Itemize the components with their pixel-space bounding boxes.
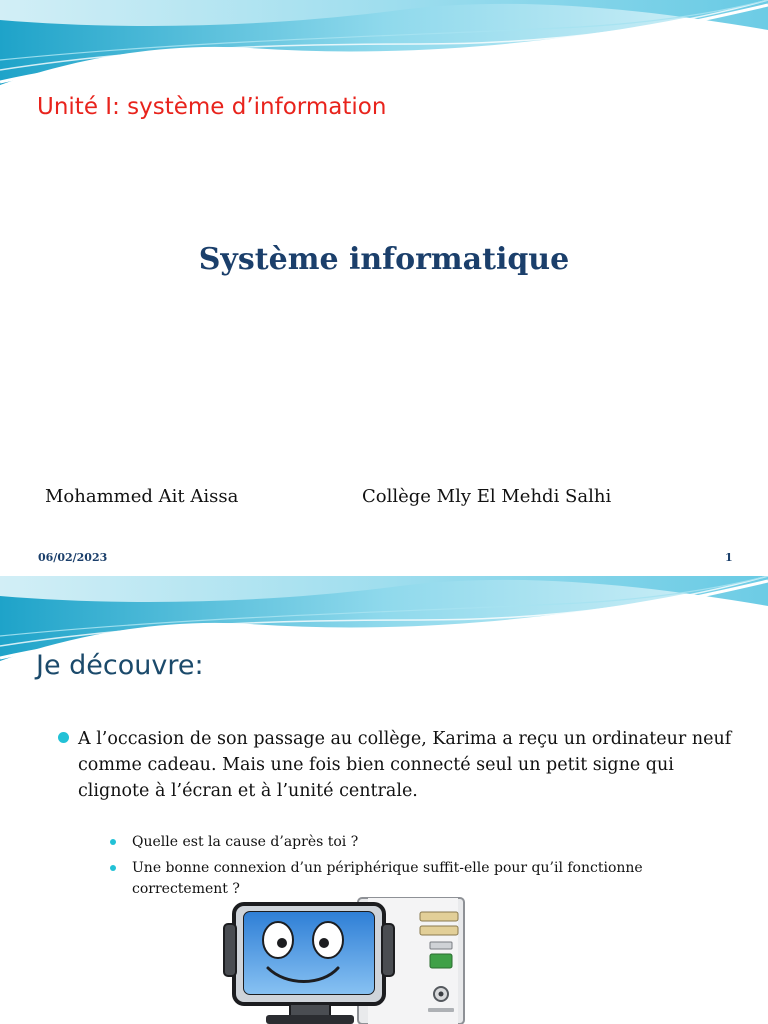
bullet-text: A l’occasion de son passage au collège, Karima a reçu un ordinateur neuf comme cadeau. Mais une fois bien connecté seul un petit signe qui clignote à l’écran et à l’unité centrale. (78, 729, 732, 801)
question-item (116, 832, 716, 853)
section-title: Je découvre: (36, 650, 204, 681)
slide-date: 06/02/2023 (38, 551, 108, 564)
slide-main-title: Système informatique (198, 242, 570, 277)
author-name: Mohammed Ait Aissa (45, 486, 239, 507)
bullet-dot-icon (58, 732, 69, 743)
slide-2 (0, 576, 768, 1024)
bullet-dot-icon (110, 865, 116, 871)
bullet-dot-icon (110, 839, 116, 845)
school-name: Collège Mly El Mehdi Salhi (362, 486, 612, 507)
section-title: Unité I: système d’information (37, 94, 387, 120)
cartoon-computer-illustration (220, 894, 482, 1024)
header-wave-decoration (0, 0, 768, 90)
main-bullet (58, 726, 738, 804)
question-text: Une bonne connexion d’un périphérique suffit-elle pour qu’il fonctionne correctement ? (132, 860, 643, 897)
slide-page-number: 1 (725, 551, 733, 564)
question-text: Quelle est la cause d’après toi ? (132, 834, 359, 850)
